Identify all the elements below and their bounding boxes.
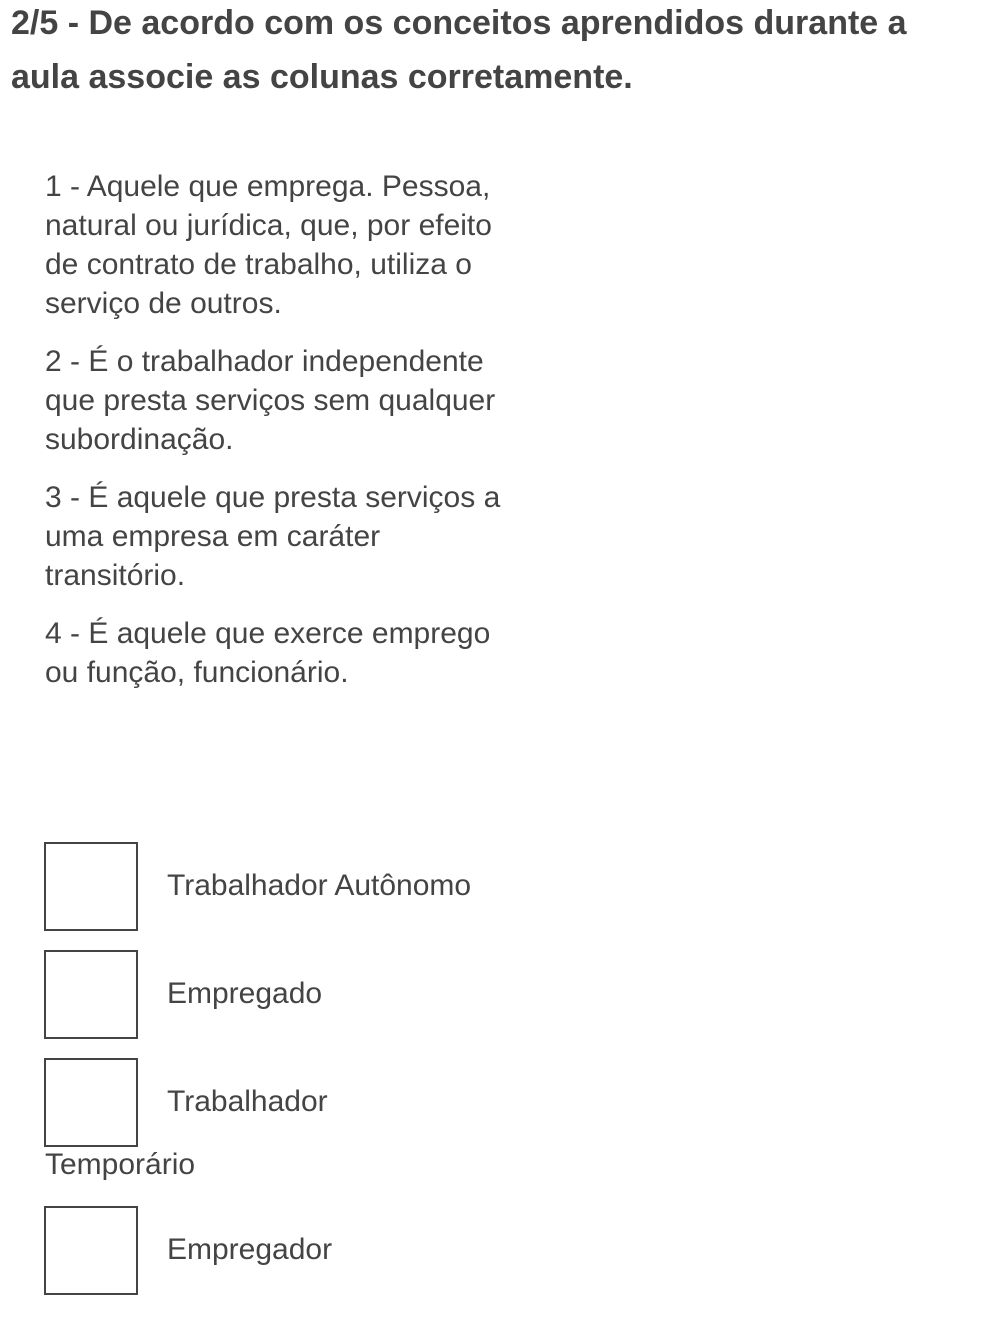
option-label-empregador: Empregador [167, 1233, 333, 1266]
question-title: 2/5 - De acordo com os conceitos aprendidos durante a aula associe as colunas corretamente. [11, 4, 907, 96]
answer-box-trabalhador-temporario[interactable] [44, 1058, 138, 1147]
answer-box-empregador[interactable] [44, 1206, 138, 1295]
answer-box-trabalhador-autonomo[interactable] [44, 842, 138, 931]
option-label-trabalhador-autonomo: Trabalhador Autônomo [167, 869, 472, 902]
answer-box-empregado[interactable] [44, 950, 138, 1039]
definition-item-2: 2 - É o trabalhador independente que presta serviços sem qualquer subordinação. [45, 345, 496, 456]
definition-item-4: 4 - É aquele que exerce emprego ou função, funcionário. [45, 617, 491, 689]
definition-item-1: 1 - Aquele que emprega. Pessoa, natural ou jurídica, que, por efeito de contrato de trabalho, utiliza o serviço de outros. [45, 170, 492, 320]
option-label-trabalhador-temporario-line2: Temporário [45, 1148, 196, 1181]
definitions-list [45, 167, 525, 711]
option-label-empregado: Empregado [167, 977, 323, 1010]
option-label-trabalhador-temporario-line1: Trabalhador [167, 1085, 328, 1118]
definition-item-3: 3 - É aquele que presta serviços a uma empresa em caráter transitório. [45, 481, 501, 592]
